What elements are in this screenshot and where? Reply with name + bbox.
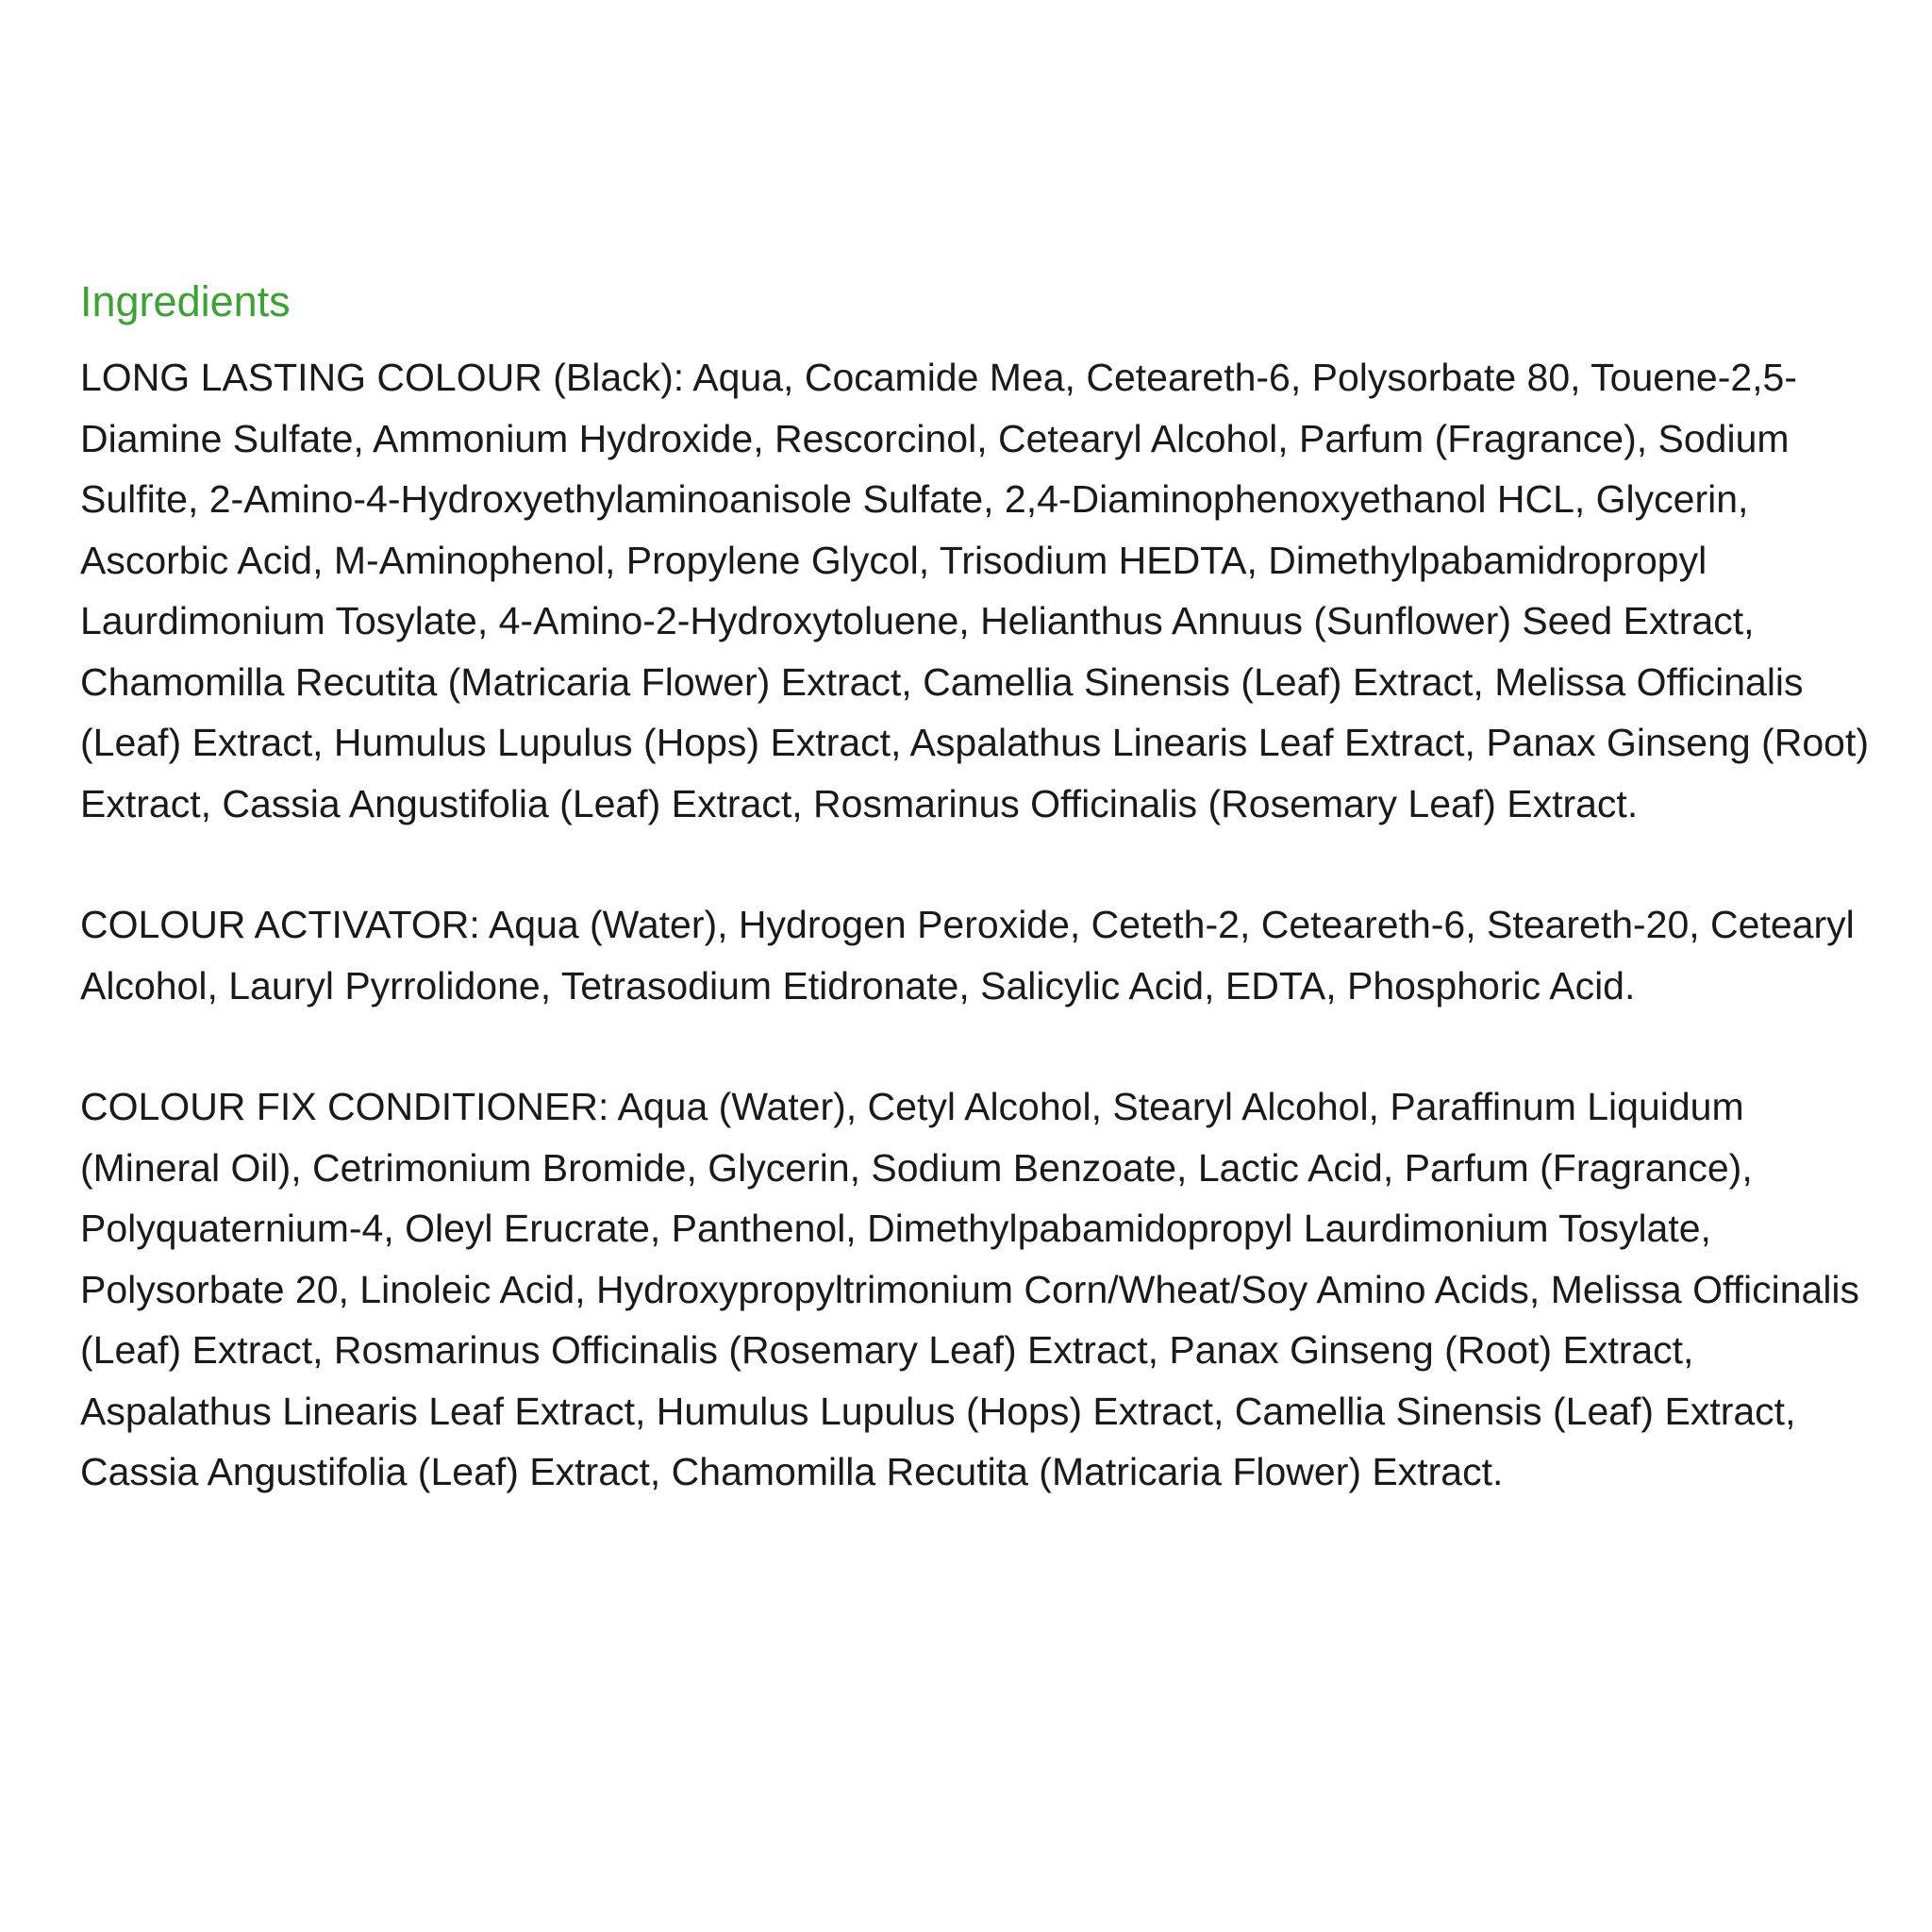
ingredients-colour-activator: COLOUR ACTIVATOR: Aqua (Water), Hydrogen Peroxide, Ceteth-2, Ceteareth-6, Steareth-20, Cetearyl Alcohol, Lauryl Pyrrolidone, Tetrasodium Etidronate, Salicylic Acid, EDTA, Phosphoric Acid. — [80, 903, 1855, 1008]
ingredients-panel — [80, 274, 1877, 1563]
ingredients-long-lasting-colour: LONG LASTING COLOUR (Black): Aqua, Cocamide Mea, Ceteareth-6, Polysorbate 80, Touene-2,5-Diamine Sulfate, Ammonium Hydroxide, Rescorcinol, Cetearyl Alcohol, Parfum (Fragrance), Sodium Sulfite, 2-Amino-4-Hydroxyethylaminoanisole Sulfate, 2,4-Diaminophenoxyethanol HCL, Glycerin, Ascorbic Acid, M-Aminophenol, Propylene Glycol, Trisodium HEDTA, Dimethylpabamidropropyl Laurdimonium Tosylate, 4-Amino-2-Hydroxytoluene, Helianthus Annuus (Sunflower) Seed Extract, Chamomilla Recutita (Matricaria Flower) Extract, Camellia Sinensis (Leaf) Extract, Melissa Officinalis (Leaf) Extract, Humulus Lupulus (Hops) Extract, Aspalathus Linearis Leaf Extract, Panax Ginseng (Root) Extract, Cassia Angustifolia (Leaf) Extract, Rosmarinus Officinalis (Rosemary Leaf) Extract. — [80, 356, 1869, 825]
ingredients-heading: Ingredients — [80, 277, 291, 325]
ingredients-colour-fix-conditioner: COLOUR FIX CONDITIONER: Aqua (Water), Cetyl Alcohol, Stearyl Alcohol, Paraffinum Liquidum (Mineral Oil), Cetrimonium Bromide, Glycerin, Sodium Benzoate, Lactic Acid, Parfum (Fragrance), Polyquaternium-4, Oleyl Erucrate, Panthenol, Dimethylpabamidopropyl Laurdimonium Tosylate, Polysorbate 20, Linoleic Acid, Hydroxypropyltrimonium Corn/Wheat/Soy Amino Acids, Melissa Officinalis (Leaf) Extract, Rosmarinus Officinalis (Rosemary Leaf) Extract, Panax Ginseng (Root) Extract, Aspalathus Linearis Leaf Extract, Humulus Lupulus (Hops) Extract, Camellia Sinensis (Leaf) Extract, Cassia Angustifolia (Leaf) Extract, Chamomilla Recutita (Matricaria Flower) Extract. — [80, 1085, 1860, 1493]
